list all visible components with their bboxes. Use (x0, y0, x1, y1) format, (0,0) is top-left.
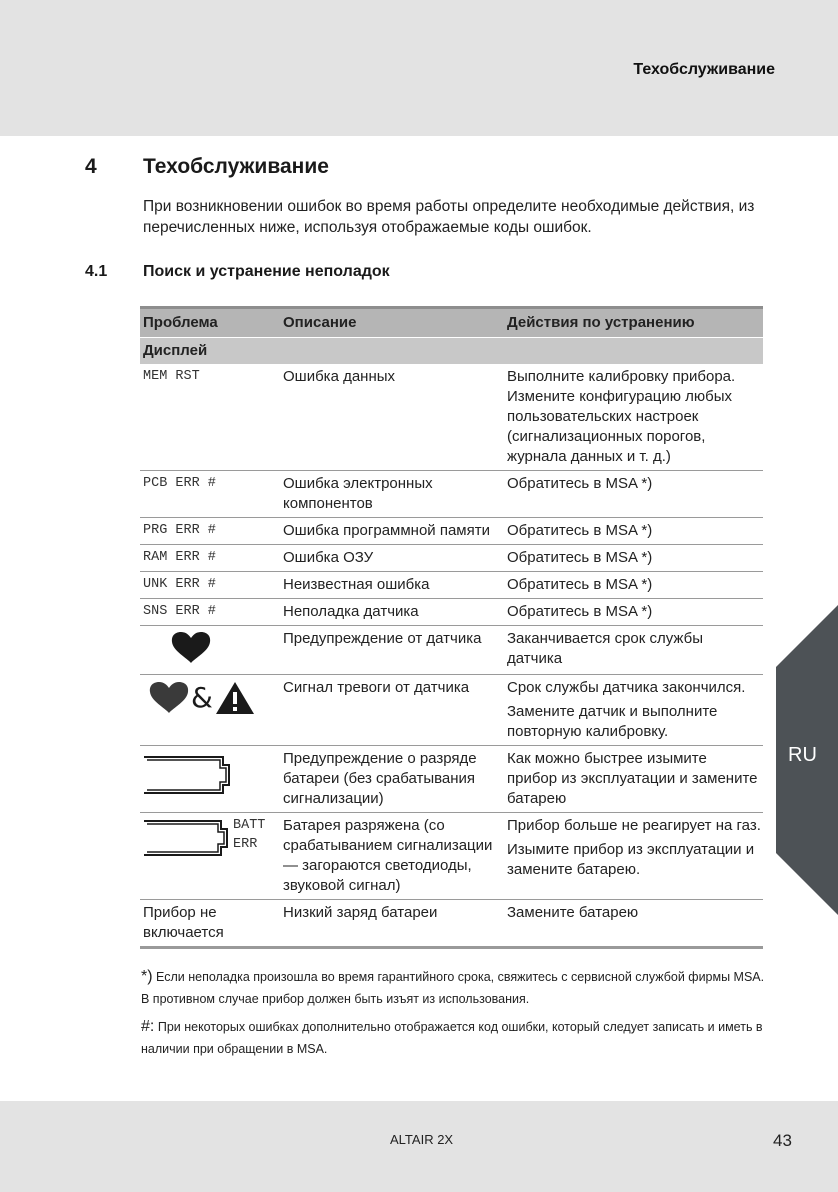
problem-action: Как можно быстрее изымите прибор из эксплуатации и замените батарею (504, 746, 763, 813)
footer-product-name: ALTAIR 2X (390, 1132, 454, 1147)
running-header-title: Техобслуживание (633, 61, 775, 78)
table-row-battery-error (140, 813, 763, 900)
action-line: Замените датчик и выполните повторную калибровку. (507, 703, 718, 740)
footnote-text: Если неполадка произошла во время гарантийного срока, свяжитесь с сервисной службой фирмы MSA. В противном случае прибор должен быть изъят из использования. (141, 970, 765, 1006)
problem-code: PRG ERR # (140, 518, 280, 545)
problem-description: Неполадка датчика (280, 599, 504, 626)
table-row (140, 572, 763, 599)
problem-text: Прибор не включается (140, 900, 280, 948)
section-intro: При возникновении ошибок во время работы определите необходимые действия, из перечисленных ниже, используя отображаемые коды ошибок. (143, 198, 755, 236)
problem-description: Предупреждение от датчика (280, 626, 504, 675)
table-row (140, 364, 763, 471)
troubleshooting-table (140, 306, 763, 949)
heart-icon (149, 681, 189, 715)
section-number: 4 (85, 155, 97, 178)
subsection-number: 4.1 (85, 263, 108, 280)
column-header-action: Действия по устранению (504, 308, 763, 338)
problem-code: UNK ERR # (140, 572, 280, 599)
action-line: Прибор больше не реагирует на газ. (507, 817, 761, 834)
problem-icon-cell (140, 626, 280, 675)
table-row-no-power (140, 900, 763, 948)
table-row-battery-warning (140, 746, 763, 813)
action-line: Изымите прибор из эксплуатации и замените батарею. (507, 841, 755, 878)
page-number: 43 (773, 1131, 792, 1150)
table-row (140, 599, 763, 626)
problem-description: Ошибка программной памяти (280, 518, 504, 545)
problem-action: Замените батарею (504, 900, 763, 948)
problem-action: Обратитесь в MSA *) (504, 545, 763, 572)
warning-triangle-icon (215, 681, 255, 715)
problem-description: Ошибка ОЗУ (280, 545, 504, 572)
problem-description: Батарея разряжена (со срабатыванием сигнализации — загораются светодиоды, звуковой сигнал) (280, 813, 504, 900)
table-row (140, 471, 763, 518)
problem-code: MEM RST (140, 364, 280, 471)
problem-icon-cell (140, 675, 280, 746)
action-line: Срок службы датчика закончился. (507, 679, 746, 696)
battery-empty-icon (143, 818, 229, 858)
table-header-row (140, 308, 763, 338)
problem-action (504, 675, 763, 746)
battery-display-label: BATT ERR (233, 818, 266, 852)
problem-code: RAM ERR # (140, 545, 280, 572)
problem-action (504, 813, 763, 900)
problem-description: Неизвестная ошибка (280, 572, 504, 599)
footnote-mark: *) (141, 968, 153, 985)
footnote-text: При некоторых ошибках дополнительно отображается код ошибки, который следует записать и иметь в наличии при обращении в MSA. (141, 1020, 763, 1056)
problem-code: SNS ERR # (140, 599, 280, 626)
table-row (140, 545, 763, 572)
subsection-title: Поиск и устранение неполадок (143, 263, 390, 280)
section-title: Техобслуживание (143, 155, 329, 178)
problem-description: Предупреждение о разряде батареи (без срабатывания сигнализации) (280, 746, 504, 813)
heart-icon (143, 629, 273, 665)
column-header-problem: Проблема (140, 308, 280, 338)
problem-code: PCB ERR # (140, 471, 280, 518)
problem-action: Обратитесь в MSA *) (504, 599, 763, 626)
table-row-sensor-alarm (140, 675, 763, 746)
problem-action: Обратитесь в MSA *) (504, 518, 763, 545)
table-row (140, 518, 763, 545)
language-tab-label: RU (788, 744, 817, 766)
column-header-description: Описание (280, 308, 504, 338)
problem-description: Сигнал тревоги от датчика (280, 675, 504, 746)
footnote-error-code (141, 1016, 771, 1060)
problem-action: Заканчивается срок службы датчика (504, 626, 763, 675)
battery-empty-icon (143, 753, 231, 797)
ampersand-symbol: & (191, 681, 213, 714)
footnote-mark: #: (141, 1018, 155, 1035)
problem-description: Ошибка электронных компонентов (280, 471, 504, 518)
problem-icon-cell (140, 813, 280, 900)
group-row-display (140, 338, 763, 365)
problem-description: Низкий заряд батареи (280, 900, 504, 948)
problem-description: Ошибка данных (280, 364, 504, 471)
problem-action: Обратитесь в MSA *) (504, 572, 763, 599)
problem-icon-cell (140, 746, 280, 813)
footnote-warranty (141, 966, 771, 1010)
problem-action: Обратитесь в MSA *) (504, 471, 763, 518)
table-row-sensor-warning (140, 626, 763, 675)
problem-action: Выполните калибровку прибора. Измените конфигурацию любых пользовательских настроек (сигнализационных порогов, журнала данных и т. д.) (504, 364, 763, 471)
group-label: Дисплей (140, 338, 280, 365)
